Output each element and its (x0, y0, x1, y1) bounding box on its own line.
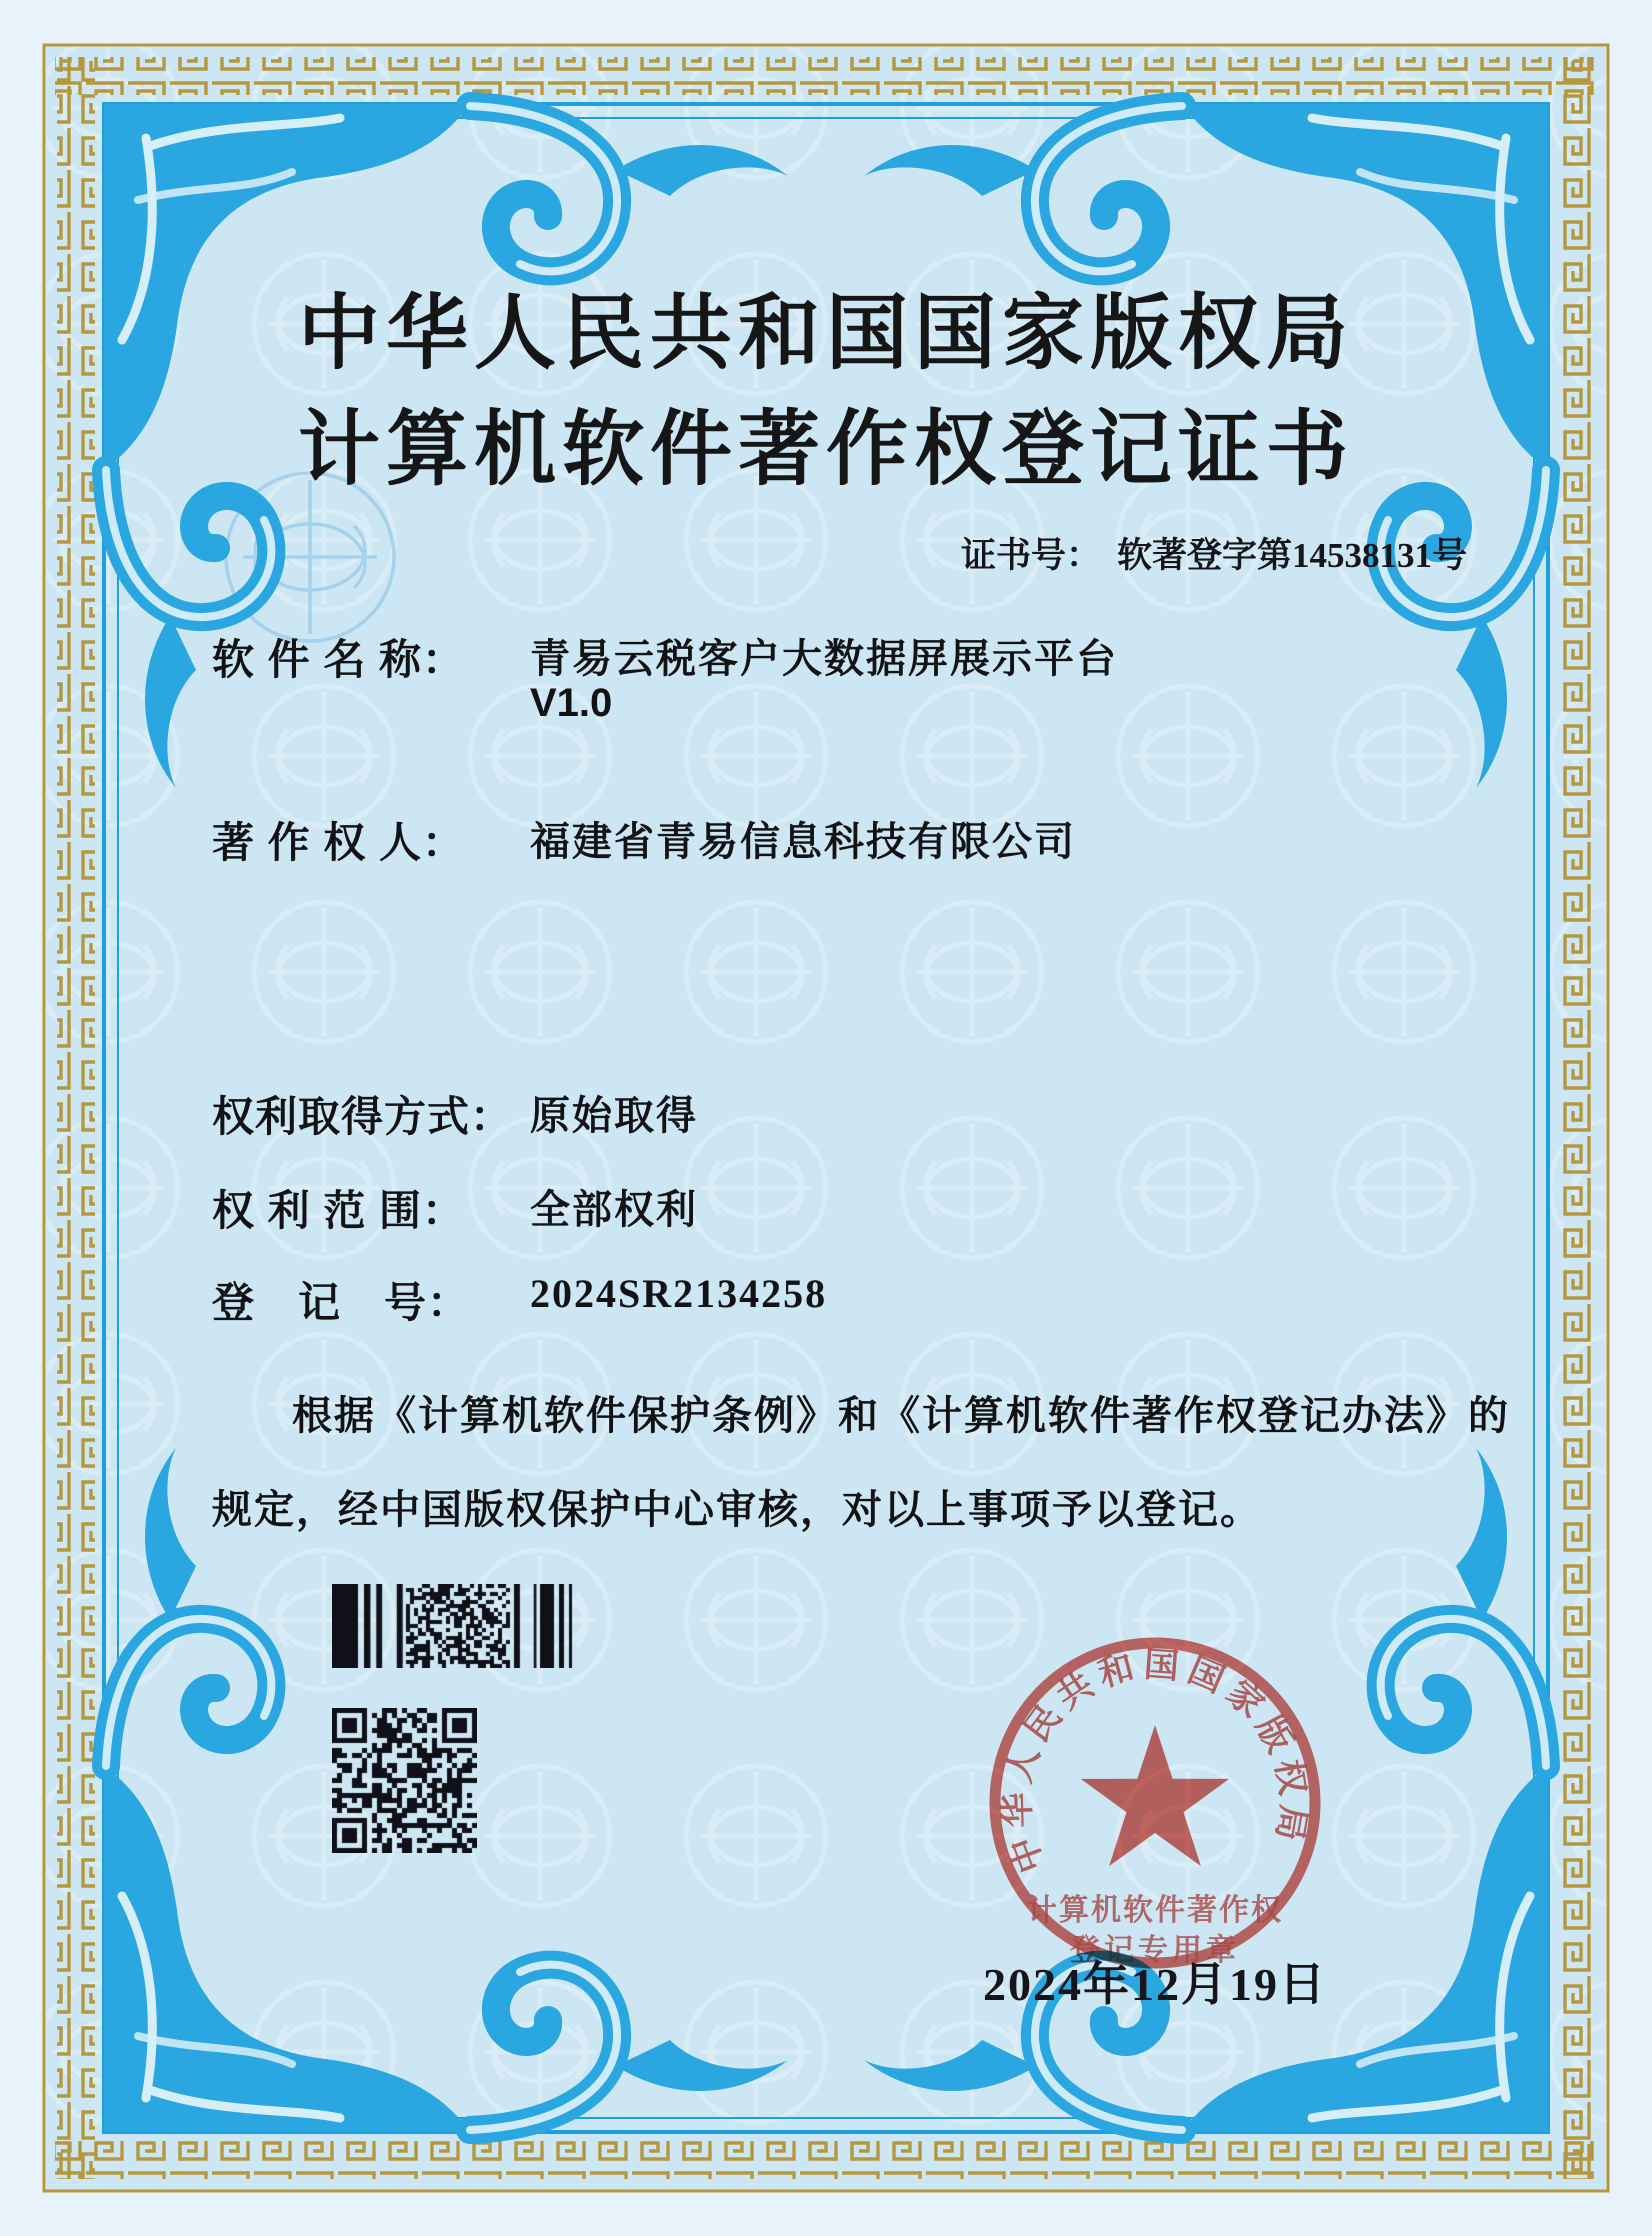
body-text-line2: 规定，经中国版权保护中心审核，对以上事项予以登记。 (212, 1488, 1262, 1532)
certificate-number (961, 528, 1467, 578)
field-label: 软 件 名 称： (212, 636, 466, 683)
certificate-number-value: 软著登字第14538131号 (1116, 536, 1467, 575)
seal-text-line1: 计算机软件著作权 (1027, 1894, 1283, 1927)
field-label: 权 利 范 围： (212, 1187, 466, 1234)
field-value: 全部权利 (530, 1188, 698, 1232)
field-software-name (212, 627, 1118, 687)
field-value: 原始取得 (530, 1094, 698, 1138)
software-version: V1.0 (530, 681, 613, 725)
page-title-line1: 中华人民共和国国家版权局 (297, 288, 1354, 379)
field-label: 著 作 权 人： (212, 819, 466, 866)
page-title-line2: 计算机软件著作权登记证书 (297, 404, 1354, 495)
field-value: 福建省青易信息科技有限公司 (530, 820, 1076, 864)
issue-date: 2024年12月19日 (983, 1959, 1327, 2010)
field-acquisition-method (212, 1084, 698, 1144)
field-rights-scope (212, 1178, 698, 1238)
barcode (332, 1584, 574, 1668)
body-text-line1: 根据《计算机软件保护条例》和《计算机软件著作权登记办法》的 (292, 1394, 1510, 1438)
seal-text-line2: 登记专用章 (1070, 1934, 1240, 1967)
field-label: 权利取得方式： (212, 1093, 514, 1140)
field-registration-number (212, 1270, 827, 1330)
seal-star-icon (1081, 1725, 1229, 1866)
seal-ring-text: 中华人民共和国国家版权局 (997, 1644, 1314, 1878)
certificate-number-label: 证书号： (960, 536, 1101, 575)
field-value: 青易云税客户大数据屏展示平台 (530, 637, 1118, 681)
official-seal (975, 1618, 1335, 1998)
field-copyright-owner (212, 810, 1076, 870)
field-label: 登 记 号： (212, 1279, 471, 1326)
field-value: 2024SR2134258 (530, 1271, 828, 1316)
qr-code (332, 1708, 477, 1853)
